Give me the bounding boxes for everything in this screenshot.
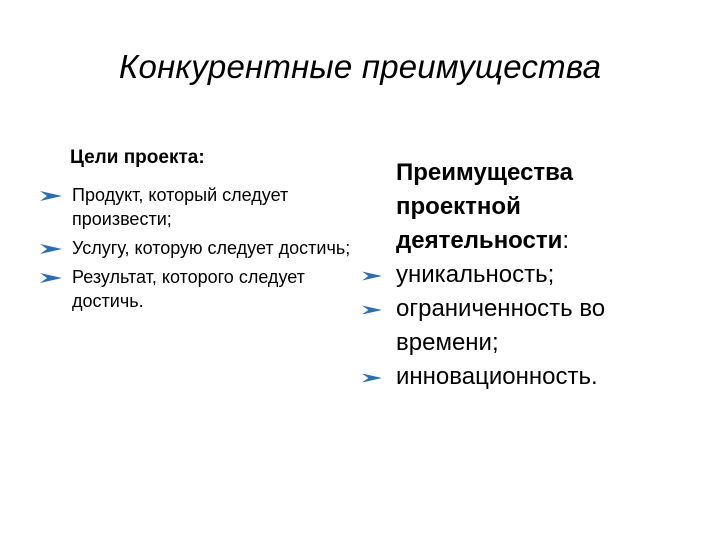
arrow-bullet-icon xyxy=(362,269,382,283)
goals-column xyxy=(40,147,360,318)
goal-text: Продукт, который следует произвести; xyxy=(72,185,289,229)
goals-heading: Цели проекта: xyxy=(70,147,205,168)
arrow-bullet-icon xyxy=(40,189,62,203)
goal-text: Услугу, которую следует достичь; xyxy=(72,238,351,258)
slide-title: Конкурентные преимущества xyxy=(118,48,602,85)
list-item xyxy=(40,265,360,313)
arrow-bullet-icon xyxy=(40,271,62,285)
arrow-bullet-icon xyxy=(362,371,382,385)
goal-text: Результат, которого следует достичь. xyxy=(72,267,305,311)
advantages-heading xyxy=(396,156,692,258)
advantage-text: уникальность; xyxy=(396,261,555,288)
list-item xyxy=(362,360,692,394)
advantages-column xyxy=(362,156,692,394)
advantages-list xyxy=(362,258,692,394)
advantage-text: инновационность. xyxy=(396,363,598,390)
list-item xyxy=(40,183,360,231)
goals-list xyxy=(40,183,360,313)
list-item xyxy=(40,236,360,260)
arrow-bullet-icon xyxy=(362,303,382,317)
advantages-heading-colon: : xyxy=(562,227,570,254)
list-item xyxy=(362,258,692,292)
advantages-heading-text: Преимущества проектной деятельности xyxy=(396,159,573,254)
list-item xyxy=(362,292,692,360)
advantage-text: ограниченность во времени; xyxy=(396,295,606,356)
arrow-bullet-icon xyxy=(40,242,62,256)
